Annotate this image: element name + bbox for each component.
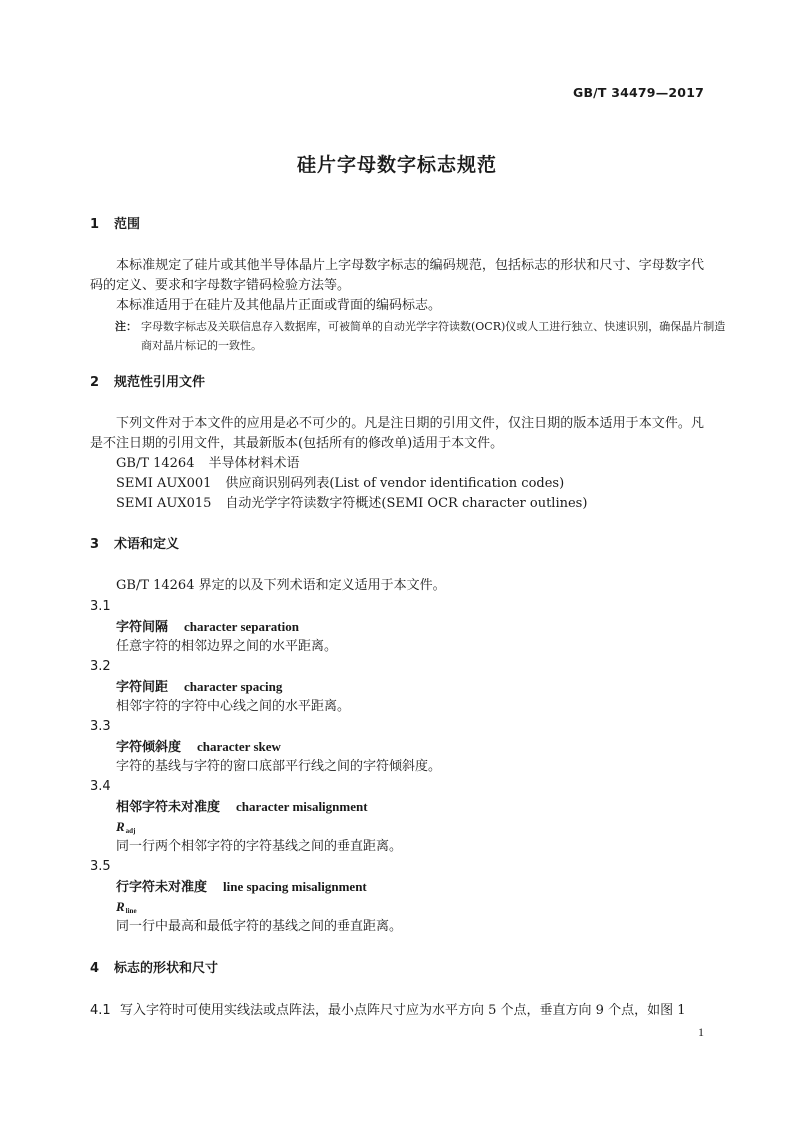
scope-paragraph-1: 本标准规定了硅片或其他半导体晶片上字母数字标志的编码规范，包括标志的形状和尺寸、字母数字代码的定义、要求和字母数字错码检验方法等。: [90, 258, 704, 293]
symbol-letter: R: [116, 899, 125, 914]
terms-intro: GB/T 14264 界定的以及下列术语和定义适用于本文件。: [116, 578, 446, 593]
term-heading: [116, 678, 282, 697]
note-label: 注：: [115, 320, 137, 333]
term-heading: [116, 798, 368, 817]
term-en: line spacing misalignment: [223, 879, 367, 894]
scope-paragraph-2: 本标准适用于在硅片及其他晶片正面或背面的编码标志。: [116, 298, 442, 313]
term-en: character misalignment: [236, 799, 368, 814]
section-title: 标志的形状和尺寸: [114, 961, 219, 976]
term-heading: [116, 738, 281, 757]
section-4-heading: [90, 960, 218, 978]
section-title: 术语和定义: [114, 537, 180, 552]
term-number: 3.3: [90, 719, 111, 734]
clause-text: 写入字符时可使用实线法或点阵法，最小点阵尺寸应为水平方向 5 个点，垂直方向 9 个点，如图 1: [120, 1003, 686, 1018]
term-zh: 字符间隔: [116, 620, 169, 635]
note-text: 字母数字标志及关联信息存入数据库，可被简单的自动光学字符读数(OCR)仪或人工进行独立、快速识别，确保晶片制造商对晶片标记的一致性。: [141, 320, 726, 352]
section-1-heading: [90, 216, 140, 234]
term-number: 3.2: [90, 659, 111, 674]
term-en: character separation: [184, 619, 299, 634]
reference-code: SEMI AUX015: [116, 496, 212, 511]
term-zh: 相邻字符未对准度: [116, 800, 221, 815]
reference-title: 半导体材料术语: [208, 456, 300, 471]
symbol-letter: R: [116, 819, 125, 834]
term-number: 3.4: [90, 779, 111, 794]
term-definition: 相邻字符的字符中心线之间的水平距离。: [116, 699, 351, 714]
term-en: character spacing: [184, 679, 283, 694]
term-definition: 同一行中最高和最低字符的基线之间的垂直距离。: [116, 919, 403, 934]
standard-code: GB/T 34479—2017: [572, 85, 704, 100]
clause-number: 4.1: [90, 1003, 111, 1018]
term-en: character skew: [197, 739, 281, 754]
reference-code: GB/T 14264: [116, 456, 195, 471]
section-title: 规范性引用文件: [114, 375, 206, 390]
term-definition: 字符的基线与字符的窗口底部平行线之间的字符倾斜度。: [116, 759, 442, 774]
section-2-heading: [90, 374, 205, 392]
document-title: 硅片字母数字标志规范: [296, 154, 497, 176]
term-number: 3.5: [90, 859, 111, 874]
term-definition: 任意字符的相邻边界之间的水平距离。: [116, 639, 338, 654]
section-number: 1: [90, 217, 100, 232]
page-number: 1: [698, 1025, 704, 1039]
section-title: 范围: [114, 217, 141, 232]
section-3-heading: [90, 536, 179, 554]
term-symbol: [116, 898, 137, 920]
symbol-subscript: line: [125, 907, 137, 915]
reference-item: [116, 474, 564, 494]
term-zh: 字符倾斜度: [116, 740, 182, 755]
section-number: 2: [90, 375, 100, 390]
section-number: 4: [90, 961, 100, 976]
symbol-subscript: adj: [125, 827, 136, 835]
normative-references-paragraph: 下列文件对于本文件的应用是必不可少的。凡是注日期的引用文件，仅注日期的版本适用于本文件。凡是不注日期的引用文件，其最新版本(包括所有的修改单)适用于本文件。: [90, 416, 704, 451]
term-definition: 同一行两个相邻字符的字符基线之间的垂直距离。: [116, 839, 403, 854]
reference-item: [116, 494, 587, 514]
term-number: 3.1: [90, 599, 111, 614]
reference-title: 自动光学字符读数字符概述(SEMI OCR character outlines): [225, 496, 588, 511]
clause-4-1: [90, 1001, 704, 1021]
term-zh: 行字符未对准度: [116, 880, 208, 895]
scope-note: [115, 317, 730, 355]
term-heading: [116, 878, 367, 897]
section-number: 3: [90, 537, 100, 552]
reference-title: 供应商识别码列表(List of vendor identification codes): [225, 476, 565, 491]
reference-item: [116, 454, 300, 474]
term-heading: [116, 618, 299, 637]
term-symbol: [116, 818, 135, 840]
term-zh: 字符间距: [116, 680, 169, 695]
reference-code: SEMI AUX001: [116, 476, 212, 491]
